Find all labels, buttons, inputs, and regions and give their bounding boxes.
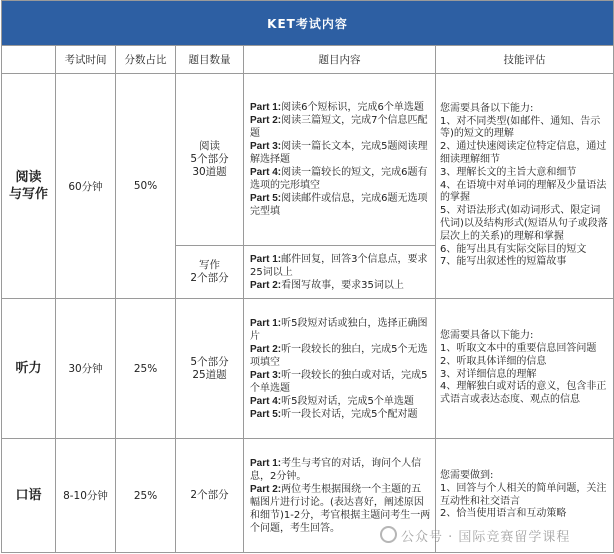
subsection-count: 2个部分 <box>176 439 244 553</box>
part-label: Part 3: <box>250 369 282 381</box>
section-name: 阅读 与写作 <box>2 74 56 299</box>
watermark-text: 公众号 · 国际竞赛留学课程 <box>401 530 571 545</box>
parts-list <box>244 299 436 439</box>
skills-text: 您需要做到: 1、回答与个人相关的简单问题，关注互动性和社交语言 2、恰当使用语言和互动策略 <box>436 439 614 553</box>
part-line <box>250 140 431 166</box>
header-skills: 技能评估 <box>436 46 614 74</box>
part-line <box>250 408 431 421</box>
part-label: Part 2: <box>250 483 282 495</box>
part-line <box>250 317 431 343</box>
table-title: KET考试内容 <box>2 1 614 46</box>
part-label: Part 2: <box>250 343 282 355</box>
part-label: Part 1: <box>250 253 282 265</box>
part-line <box>250 166 431 192</box>
part-text: 听一段较长的独白或对话，完成5个单选题 <box>250 369 428 394</box>
section-score: 50% <box>116 74 176 299</box>
part-text: 阅读一篇长文本，完成5题阅读理解选择题 <box>250 141 428 165</box>
header-content: 题目内容 <box>244 46 436 74</box>
part-text: 听一段长对话，完成5个配对题 <box>281 408 418 420</box>
reading-row <box>2 74 614 246</box>
section-time: 30分钟 <box>56 299 116 439</box>
section-time: 60分钟 <box>56 74 116 299</box>
part-label: Part 3: <box>250 141 282 152</box>
part-text: 听5段短对话或独白，选择正确图片 <box>250 317 428 342</box>
watermark <box>380 526 570 545</box>
part-line <box>250 369 431 395</box>
part-text: 邮件回复，回答3个信息点，要求25词以上 <box>250 253 428 278</box>
part-label: Part 2: <box>250 115 282 126</box>
part-label: Part 4: <box>250 167 282 178</box>
part-line <box>250 343 431 369</box>
skills-text: 您需要具备以下能力: 1、听取文本中的重要信息回答问题 2、听取具体详细的信息 3、对详细信息的理解 4、理解独白或对话的意义，包含非正式语言或表达态度、观点的信息 <box>436 299 614 439</box>
part-text: 听一段较长的独白，完成5个无选项填空 <box>250 343 428 368</box>
header-score: 分数占比 <box>116 46 176 74</box>
skills-text: 您需要具备以下能力: 1、对不同类型(如邮件、通知、告示等)的短文的理解 2、通过快速阅读定位特定信息，通过细读理解细节 3、理解长文的主旨大意和细节 4、在语境中对单词的理解及少量语法的掌握 5、对语法形式(如动词形式、限定词代词)以及结构形式(短语从句子或段落层次上的关系)的理解和掌握 6、能写出具有实际交际目的短文 7、能写出叙述性的短篇故事 <box>436 74 614 299</box>
part-line <box>250 457 431 483</box>
wechat-icon <box>380 526 397 543</box>
listening-row <box>2 299 614 439</box>
subsection-count: 5个部分 25道题 <box>176 299 244 439</box>
header-empty <box>2 46 56 74</box>
part-text: 两位考生根据围绕一个主题的五幅图片进行讨论。(表达喜好，阐述原因和细节)1-2分，考官根据主题问考生一两个问题，考生回答。 <box>250 483 431 534</box>
part-label: Part 1: <box>250 317 282 329</box>
section-score: 25% <box>116 439 176 553</box>
section-name: 听力 <box>2 299 56 439</box>
ket-content-table <box>1 0 614 553</box>
section-name: 口语 <box>2 439 56 553</box>
header-row <box>2 46 614 74</box>
part-line <box>250 192 431 218</box>
part-text: 考生与考官的对话，询问个人信息，2分钟。 <box>250 457 422 482</box>
subsection-count: 阅读 5个部分 30道题 <box>176 74 244 246</box>
parts-list <box>244 74 436 246</box>
part-label: Part 1: <box>250 457 282 469</box>
part-line <box>250 101 431 114</box>
part-line <box>250 395 431 408</box>
part-label: Part 2: <box>250 279 282 291</box>
part-text: 看图写故事，要求35词以上 <box>281 279 404 291</box>
part-text: 阅读三篇短文，完成7个信息匹配题 <box>250 115 428 139</box>
part-line <box>250 114 431 140</box>
part-text: 听5段短对话，完成5个单选题 <box>281 395 414 407</box>
part-label: Part 1: <box>250 102 282 113</box>
part-text: 阅读邮件或信息，完成6题无选项完型填 <box>250 193 428 217</box>
part-line <box>250 253 431 279</box>
part-label: Part 5: <box>250 408 282 420</box>
part-text: 阅读6个短标识，完成6个单选题 <box>281 102 424 113</box>
subsection-count: 写作 2个部分 <box>176 246 244 299</box>
part-text: 阅读一篇较长的短文，完成6题有选项的完形填空 <box>250 167 428 191</box>
header-count: 题目数量 <box>176 46 244 74</box>
section-score: 25% <box>116 299 176 439</box>
part-line <box>250 279 431 292</box>
header-time: 考试时间 <box>56 46 116 74</box>
part-label: Part 4: <box>250 395 282 407</box>
title-row <box>2 1 614 46</box>
section-time: 8-10分钟 <box>56 439 116 553</box>
parts-list <box>244 246 436 299</box>
part-label: Part 5: <box>250 193 282 204</box>
